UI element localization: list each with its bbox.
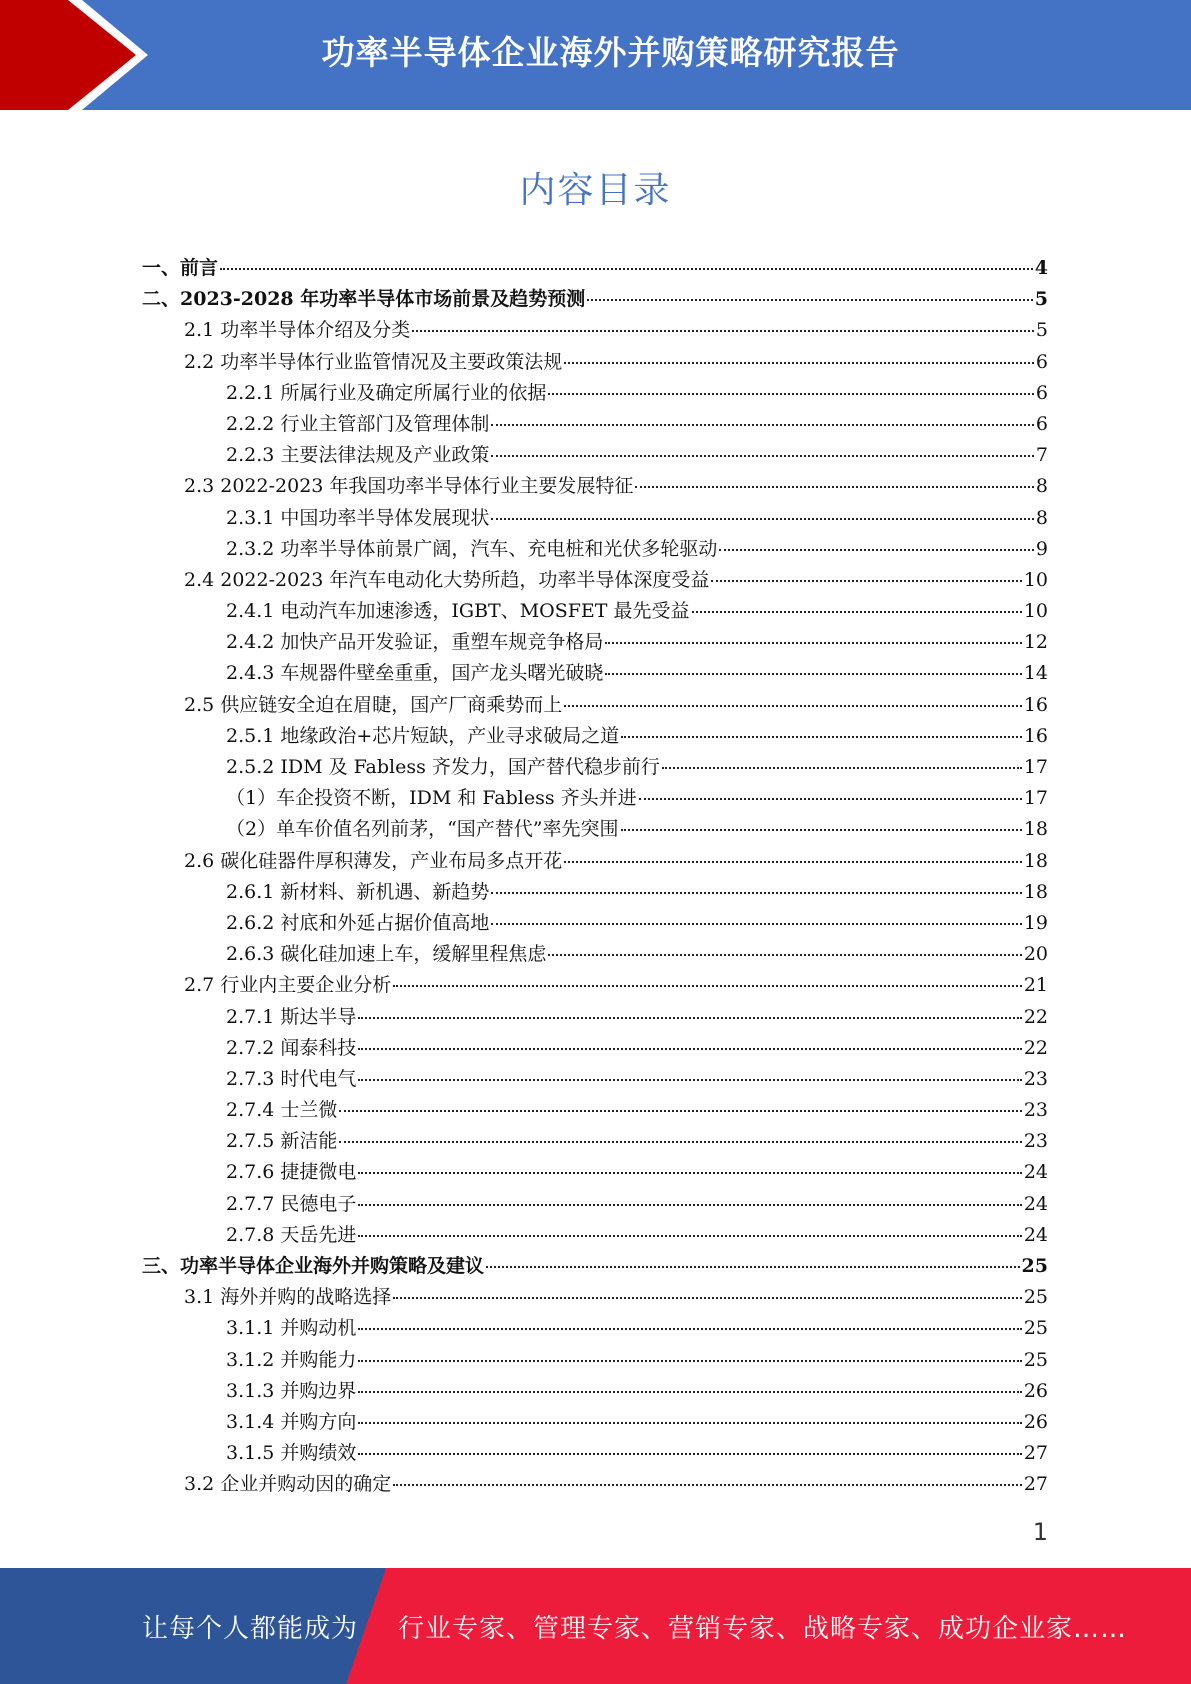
toc-entry-page: 8 [1035,506,1048,529]
toc-entry-label: 3.2 企业并购动因的确定 [184,1473,392,1496]
toc-entry-page: 17 [1023,756,1048,778]
toc-entry-label: 2.2.3 主要法律法规及产业政策 [226,444,490,467]
toc-leader-dots [692,611,1022,613]
report-title: 功率半导体企业海外并购策略研究报告 [321,33,900,72]
footer-banner [0,1568,1191,1684]
toc-entry[interactable] [142,939,1048,970]
footer-slogan-right: 行业专家、管理专家、营销专家、战略专家、成功企业家…… [398,1614,1128,1644]
toc-entry[interactable] [142,347,1048,378]
toc-entry-label: 3.1.4 并购方向 [226,1410,357,1433]
toc-entry[interactable] [142,1220,1048,1251]
toc-entry[interactable] [142,534,1048,565]
toc-entry[interactable] [142,1376,1048,1407]
toc-entry-page: 4 [1034,257,1048,279]
toc-entry-page: 23 [1023,1099,1048,1122]
toc-leader-dots [393,1484,1022,1486]
header-banner [0,0,1191,110]
toc-entry-page: 6 [1035,350,1048,373]
toc-entry[interactable] [142,721,1048,752]
toc-entry-label: 2.2.2 行业主管部门及管理体制 [226,412,490,435]
toc-entry-page: 26 [1023,1379,1048,1402]
toc-entry-page: 18 [1023,818,1048,841]
toc-leader-dots [358,1360,1021,1362]
toc-entry[interactable] [142,1157,1048,1188]
toc-entry-page: 19 [1023,911,1048,934]
toc-leader-dots [358,1079,1021,1081]
toc-entry-label: 2.7 行业内主要企业分析 [184,974,392,997]
toc-entry-page: 9 [1035,537,1048,560]
toc-entry-label: 2.4.3 车规器件壁垒重重，国产龙头曙光破晓 [226,662,604,685]
toc-leader-dots [393,1297,1022,1299]
toc-entry-label: （2）单车价值名列前茅，“国产替代”率先突围 [226,818,619,841]
toc-entry[interactable] [142,565,1048,596]
toc-entry-page: 23 [1023,1130,1048,1153]
toc-leader-dots [719,549,1034,551]
toc-entry-label: 2.4.2 加快产品开发验证，重塑车规竞争格局 [226,631,604,654]
table-of-contents [142,253,1048,1501]
toc-entry[interactable] [142,596,1048,627]
toc-entry-page: 18 [1023,880,1048,903]
toc-entry-page: 20 [1023,943,1048,966]
toc-entry-page: 18 [1023,849,1048,872]
toc-entry-label: 2.4.1 电动汽车加速渗透，IGBT、MOSFET 最先受益 [226,600,690,623]
toc-entry[interactable] [142,503,1048,534]
toc-entry-label: 2.7.3 时代电气 [226,1067,357,1090]
toc-entry[interactable] [142,440,1048,471]
toc-entry[interactable] [142,1282,1048,1313]
toc-entry[interactable] [142,814,1048,845]
toc-entry[interactable] [142,471,1048,502]
toc-entry-label: 2.6.1 新材料、新机遇、新趋势 [226,880,490,903]
toc-leader-dots [587,299,1033,301]
toc-entry-label: 2.6.3 碳化硅加速上车，缓解里程焦虑 [226,943,547,966]
toc-entry-page: 23 [1023,1067,1048,1090]
toc-entry-label: 2.4 2022-2023 年汽车电动化大势所趋，功率半导体深度受益 [184,568,710,591]
toc-entry-label: 2.2 功率半导体行业监管情况及主要政策法规 [184,350,563,373]
toc-entry-label: 3.1.2 并购能力 [226,1348,357,1371]
toc-entry-label: 三、功率半导体企业海外并购策略及建议 [142,1255,485,1277]
toc-leader-dots [711,580,1021,582]
toc-entry-label: （1）车企投资不断，IDM 和 Fabless 齐头并进 [226,787,637,810]
toc-entry-label: 2.6.2 衬底和外延占据价值高地 [226,911,490,934]
toc-leader-dots [564,861,1022,863]
toc-leader-dots [491,923,1021,925]
toc-entry[interactable] [142,1438,1048,1469]
toc-entry[interactable] [142,1033,1048,1064]
toc-entry-label: 2.7.5 新洁能 [226,1130,338,1153]
toc-entry-label: 2.7.2 闻泰科技 [226,1036,357,1059]
toc-entry-page: 10 [1023,600,1048,623]
toc-entry[interactable] [142,908,1048,939]
toc-leader-dots [548,954,1021,956]
toc-entry-page: 25 [1023,1348,1048,1371]
toc-entry[interactable] [142,1251,1048,1282]
toc-entry[interactable] [142,1313,1048,1344]
toc-entry[interactable] [142,1064,1048,1095]
toc-entry[interactable] [142,315,1048,346]
toc-entry[interactable] [142,1469,1048,1500]
toc-leader-dots [358,1422,1021,1424]
toc-entry[interactable] [142,1095,1048,1126]
toc-entry-page: 25 [1021,1255,1048,1277]
toc-entry-label: 2.6 碳化硅器件厚积薄发，产业布局多点开花 [184,849,563,872]
toc-entry[interactable] [142,1189,1048,1220]
toc-leader-dots [639,798,1022,800]
toc-heading: 内容目录 [519,170,672,211]
toc-leader-dots [621,829,1022,831]
toc-entry-page: 12 [1023,631,1048,654]
toc-leader-dots [662,767,1022,769]
toc-entry-label: 2.7.8 天岳先进 [226,1223,357,1246]
toc-entry-label: 3.1 海外并购的战略选择 [184,1286,392,1309]
toc-entry-label: 3.1.3 并购边界 [226,1379,357,1402]
toc-leader-dots [358,1391,1021,1393]
toc-leader-dots [220,268,1033,270]
toc-leader-dots [564,705,1022,707]
toc-entry-page: 14 [1023,662,1048,685]
toc-entry-page: 25 [1023,1317,1048,1340]
toc-entry-label: 2.7.7 民德电子 [226,1192,357,1215]
toc-leader-dots [358,1235,1021,1237]
toc-entry-page: 24 [1023,1192,1048,1215]
toc-entry-page: 24 [1023,1223,1048,1246]
toc-entry-label: 3.1.5 并购绩效 [226,1442,357,1465]
toc-entry-page: 10 [1023,568,1048,591]
toc-leader-dots [393,985,1022,987]
toc-entry-label: 2.5.2 IDM 及 Fabless 齐发力，国产替代稳步前行 [226,756,660,778]
toc-entry-page: 6 [1035,412,1048,435]
toc-entry[interactable] [142,1126,1048,1157]
toc-entry-page: 5 [1035,319,1048,342]
toc-leader-dots [412,330,1034,332]
toc-entry[interactable] [142,658,1048,689]
toc-leader-dots [358,1017,1021,1019]
toc-entry[interactable] [142,378,1048,409]
toc-leader-dots [358,1328,1021,1330]
toc-entry[interactable] [142,877,1048,908]
toc-leader-dots [491,455,1034,457]
toc-entry[interactable] [142,846,1048,877]
toc-entry-page: 25 [1023,1286,1048,1309]
toc-entry[interactable] [142,1407,1048,1438]
toc-entry-label: 2.5 供应链安全迫在眉睫，国产厂商乘势而上 [184,693,563,716]
toc-entry-label: 2.7.6 捷捷微电 [226,1161,357,1184]
toc-entry-page: 6 [1035,381,1048,404]
toc-entry[interactable] [142,627,1048,658]
toc-entry-page: 26 [1023,1410,1048,1433]
toc-leader-dots [358,1048,1021,1050]
toc-entry-page: 16 [1023,693,1048,716]
toc-entry-label: 二、2023-2028 年功率半导体市场前景及趋势预测 [142,288,586,311]
toc-entry-page: 27 [1023,1442,1048,1465]
toc-entry-label: 2.3 2022-2023 年我国功率半导体行业主要发展特征 [184,475,634,498]
toc-entry[interactable] [142,970,1048,1001]
toc-entry[interactable] [142,783,1048,814]
toc-leader-dots [358,1172,1021,1174]
toc-leader-dots [491,518,1034,520]
toc-leader-dots [605,673,1021,675]
toc-entry-page: 22 [1023,1005,1048,1028]
toc-leader-dots [339,1141,1021,1143]
toc-entry[interactable] [142,1345,1048,1376]
toc-entry-label: 2.3.2 功率半导体前景广阔，汽车、充电桩和光伏多轮驱动 [226,537,718,560]
toc-entry-page: 16 [1023,724,1048,747]
toc-entry-label: 2.7.1 斯达半导 [226,1005,357,1028]
toc-entry-label: 2.1 功率半导体介绍及分类 [184,319,411,342]
toc-leader-dots [491,892,1021,894]
toc-entry-page: 7 [1035,444,1048,467]
toc-leader-dots [621,736,1022,738]
toc-entry-label: 2.3.1 中国功率半导体发展现状 [226,506,490,529]
footer-slogan-left: 让每个人都能成为 [142,1614,359,1644]
toc-entry-page: 24 [1023,1161,1048,1184]
toc-entry[interactable] [142,284,1048,315]
toc-entry[interactable] [142,409,1048,440]
toc-entry-page: 17 [1023,787,1048,810]
toc-leader-dots [564,362,1034,364]
toc-entry-label: 2.7.4 士兰微 [226,1099,338,1122]
toc-entry-label: 3.1.1 并购动机 [226,1317,357,1340]
toc-leader-dots [339,1110,1021,1112]
toc-entry-label: 一、前言 [142,257,219,279]
toc-entry-page: 21 [1023,974,1048,997]
toc-entry-page: 8 [1035,475,1048,498]
toc-entry[interactable] [142,253,1048,284]
toc-entry-label: 2.2.1 所属行业及确定所属行业的依据 [226,381,547,404]
toc-leader-dots [358,1204,1021,1206]
toc-entry-page: 22 [1023,1036,1048,1059]
toc-leader-dots [358,1453,1021,1455]
toc-entry-page: 5 [1034,288,1048,311]
toc-leader-dots [635,486,1033,488]
toc-entry[interactable] [142,1002,1048,1033]
toc-leader-dots [548,393,1034,395]
toc-entry[interactable] [142,690,1048,721]
toc-leader-dots [486,1266,1020,1268]
toc-entry-label: 2.5.1 地缘政治+芯片短缺，产业寻求破局之道 [226,724,620,747]
page-number: 1 [1032,1518,1048,1546]
toc-leader-dots [491,424,1034,426]
toc-entry[interactable] [142,752,1048,783]
toc-leader-dots [605,642,1021,644]
toc-entry-page: 27 [1023,1473,1048,1496]
